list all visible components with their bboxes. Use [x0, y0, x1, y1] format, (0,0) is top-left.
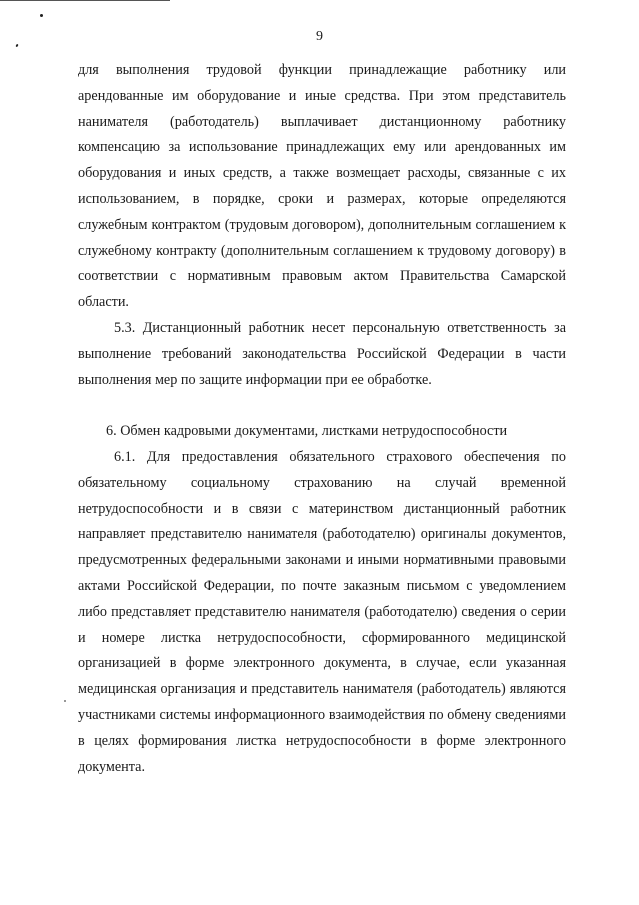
paragraph-5-3: 5.3. Дистанционный работник несет персональную ответственность за выполнение требований законодательства Российской Федерации в части выполнения мер по защите информации при ее обработке.	[78, 319, 566, 388]
section-gap	[78, 393, 566, 419]
paragraph-6-1: 6.1. Для предоставления обязательного страхового обеспечения по обязательному социальному страхованию на случай временной нетрудоспособности и в связи с материнством дистанционный работник направляет представителю нанимателя (работодателю) оригиналы документов, предусмотренных федеральными законами и иными нормативными правовыми актами Российской Федерации, по почте заказным письмом с уведомлением либо представляет представителю нанимателя (работодателю) сведения о серии и номере листка нетрудоспособности, сформированного медицинской организацией в форме электронного документа, в случае, если указанная медицинская организация и представитель нанимателя (работодатель) являются участниками системы информационного взаимодействия по обмену сведениями в целях формирования листка нетрудоспособности в форме электронного документа.	[78, 448, 566, 775]
section-6-heading: 6. Обмен кадровыми документами, листками нетрудоспособности	[106, 423, 508, 440]
scan-top-edge-line	[0, 0, 170, 1]
scan-speck	[40, 14, 43, 17]
scan-speck	[64, 700, 66, 702]
page-number: 9	[316, 29, 323, 44]
document-body	[78, 58, 566, 780]
paragraph-continuation: для выполнения трудовой функции принадлежащие работнику или арендованные им оборудование и иные средства. При этом представитель нанимателя (работодатель) выплачивает дистанционному работнику компенсацию за использование принадлежащих ему или арендованных им оборудования и иных средств, а также возмещает расходы, связанные с их использованием, в порядке, сроки и размерах, которые определяются служебным контрактом (трудовым договором), дополнительным соглашением к служебному контракту (дополнительным соглашением к трудовому договору) в соответствии с нормативным правовым актом Правительства Самарской области.	[78, 62, 566, 311]
